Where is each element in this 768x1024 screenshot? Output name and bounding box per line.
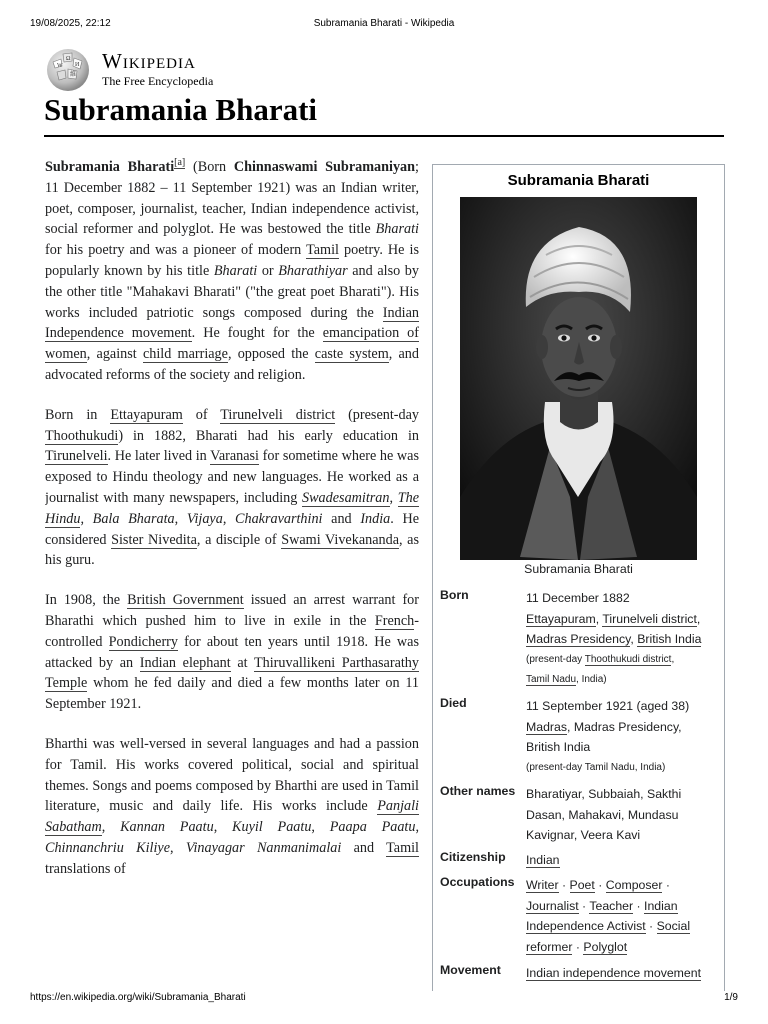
link-british-government[interactable]: British Government	[127, 592, 244, 609]
link-writer[interactable]: Writer	[526, 878, 559, 892]
paragraph-exile	[45, 590, 419, 715]
text-run: and	[341, 839, 387, 856]
infobox-row-died	[440, 696, 718, 776]
italic-run: Vijaya	[186, 510, 223, 527]
occupations-line	[526, 916, 718, 937]
italic-run: India	[360, 510, 391, 527]
text-run: ,	[630, 632, 638, 646]
citizenship-label: Citizenship	[440, 850, 506, 864]
link-madras[interactable]: Madras	[526, 719, 568, 734]
separator: ·	[572, 939, 584, 954]
born-note-line2	[526, 670, 718, 690]
occupations-line	[526, 875, 718, 896]
link-reformer[interactable]: reformer	[526, 939, 573, 954]
wikipedia-wordmark: Wikipedia	[102, 49, 196, 73]
died-place-line1	[526, 717, 718, 738]
citizenship-value	[526, 850, 718, 871]
link-ettayapuram[interactable]: Ettayapuram	[110, 406, 183, 423]
link-british-india[interactable]: British India	[637, 632, 702, 646]
text-run: or	[257, 262, 279, 279]
other-names-value	[526, 784, 718, 846]
text-run: (present-day	[526, 653, 585, 665]
link-tamil-translations[interactable]: Tamil	[386, 839, 419, 856]
separator: ·	[645, 919, 657, 933]
infobox-row-occupations	[440, 875, 718, 959]
link-emancipation-of-women[interactable]: emancipation of women	[45, 325, 419, 363]
print-header	[30, 18, 738, 32]
text-run: ,	[595, 611, 603, 626]
text-run: ,	[415, 819, 419, 836]
born-label: Born	[440, 588, 469, 602]
portrait-image[interactable]	[460, 197, 697, 560]
text-run: ,	[671, 653, 675, 665]
page-title: Subramania Bharati	[44, 92, 318, 127]
text-run: poetry. He is popularly known by his title	[45, 242, 419, 279]
italic-run: Bharati	[375, 221, 419, 238]
link-thoothukudi-district[interactable]: Thoothukudi district	[584, 653, 672, 665]
link-tirunelveli[interactable]: Tirunelveli	[45, 448, 108, 465]
text-run: In 1908, the	[45, 592, 128, 609]
link-teacher[interactable]: Teacher	[589, 898, 634, 913]
other-names-line: Kavignar, Veera Kavi	[526, 828, 641, 842]
link-tirunelveli-district[interactable]: Tirunelveli district	[220, 406, 336, 423]
title-divider	[44, 135, 724, 137]
occupations-label: Occupations	[440, 875, 515, 889]
text-run: for sometime where he was exposed to Hindu theology and new languages. He worked as a journalist with many newspapers, including	[45, 448, 419, 506]
link-varanasi[interactable]: Varanasi	[210, 448, 260, 465]
text-run: , as his guru.	[45, 531, 419, 569]
text-run: . He considered	[45, 510, 419, 548]
link-thoothukudi[interactable]: Thoothukudi	[45, 427, 119, 444]
link-independence-activist[interactable]: Independence Activist	[526, 919, 646, 933]
link-ettayapuram-infobox[interactable]: Ettayapuram	[526, 611, 596, 626]
link-tamil-nadu[interactable]: Tamil Nadu	[526, 673, 577, 685]
text-run: ,	[170, 839, 186, 856]
died-place-line2: British India	[526, 740, 591, 754]
text-run: , and advocated reforms of the society and religion.	[45, 346, 419, 383]
link-indian-elephant[interactable]: Indian elephant	[139, 654, 231, 671]
link-indian[interactable]: Indian	[526, 853, 560, 867]
link-madras-presidency[interactable]: Madras Presidency	[526, 632, 631, 646]
text-run: of	[182, 406, 221, 423]
svg-text:И: И	[75, 62, 80, 68]
text-run: and also by the other title "Mahakavi Bharati" ("the great poet Bharati"). His works included patriotic songs composed during the	[45, 262, 419, 321]
occupations-value	[526, 875, 718, 957]
text-run: , a disciple of	[196, 531, 282, 548]
link-child-marriage[interactable]: child marriage	[142, 346, 228, 363]
svg-text:W: W	[57, 63, 63, 69]
text-run: whom he fed daily and died a few months later on 11 September 1921.	[45, 675, 419, 713]
link-pondicherry[interactable]: Pondicherry	[108, 633, 179, 650]
link-tirunelveli-district-infobox[interactable]: Tirunelveli district	[602, 611, 697, 626]
other-names-label: Other names	[440, 784, 516, 798]
link-swami-vivekananda[interactable]: Swami Vivekananda	[281, 531, 399, 548]
portrait-drawing	[460, 197, 697, 560]
other-names-line: Bharatiyar, Subbaiah, Sakthi	[526, 787, 682, 801]
link-composer[interactable]: Composer	[605, 878, 663, 892]
text-run: . He later lived in	[107, 448, 211, 465]
text-run: for about ten years until 1918. He was attacked by an	[45, 633, 419, 671]
text-run: (present-day	[335, 406, 419, 423]
wikipedia-globe-icon	[44, 46, 92, 92]
svg-text:Ω: Ω	[66, 56, 71, 62]
text-run: ,	[696, 611, 701, 626]
movement-label: Movement	[440, 963, 501, 977]
text-run: (Born	[185, 159, 234, 175]
text-run: translations of	[45, 860, 126, 877]
link-the-hindu[interactable]: The Hindu	[45, 489, 419, 527]
separator: ·	[633, 898, 645, 913]
separator: ·	[578, 898, 590, 913]
text-run: -controlled	[45, 612, 419, 650]
died-label: Died	[440, 696, 467, 710]
link-sister-nivedita[interactable]: Sister Nivedita	[111, 531, 197, 548]
text-run: Bharthi was well-versed in several languages and had a passion for Tamil. His works covered political, social and spiritual themes. Songs and poems composed by Bharthi are used in Tamil literature, music and daily life. His works include	[45, 735, 419, 815]
link-independence-movement[interactable]: Indian Independence movement	[45, 304, 419, 342]
text-run: for his poetry and was a pioneer of modern	[45, 242, 307, 259]
infobox-row-citizenship	[440, 850, 718, 872]
text-run: issued an arrest warrant for Bharathi which pushed him to live in exile in the	[45, 592, 419, 629]
occupations-line	[526, 896, 718, 917]
text-run: , Madras Presidency,	[567, 719, 682, 734]
link-parthasarathy-temple[interactable]: Thiruvallikeni Parthasarathy Temple	[45, 654, 419, 692]
link-journalist[interactable]: Journalist	[526, 898, 579, 913]
print-page-title: Subramania Bharati - Wikipedia	[313, 18, 455, 29]
infobox-caption: Subramania Bharati	[524, 562, 633, 576]
other-names-line: Dasan, Mahakavi, Mundasu	[526, 807, 679, 822]
svg-text:維: 維	[70, 72, 77, 78]
link-panjali-sabatham[interactable]: Panjali Sabatham	[45, 798, 419, 836]
birth-name: Chinnaswami Subramaniyan	[233, 159, 416, 175]
died-value	[526, 696, 718, 778]
text-run: , India)	[576, 673, 607, 685]
text-run: ,	[389, 489, 398, 506]
italic-run: Bharathiyar	[278, 262, 348, 279]
link-poet[interactable]: Poet	[569, 878, 595, 892]
text-run: ,	[311, 819, 330, 836]
print-url: https://en.wikipedia.org/wiki/Subramania_Bharati	[30, 992, 246, 1003]
born-place-line1	[526, 609, 718, 630]
italic-run: Kannan Paatu	[120, 819, 214, 836]
text-run: ,	[80, 510, 93, 527]
infobox-row-other-names	[440, 784, 718, 846]
article-body	[45, 157, 419, 987]
italic-run: Paapa Paatu	[329, 819, 416, 836]
print-datetime: 19/08/2025, 22:12	[30, 18, 111, 29]
paragraph-intro	[45, 157, 419, 386]
link-tamil[interactable]: Tamil	[306, 242, 339, 259]
text-run: , against	[86, 346, 143, 363]
born-note-line1	[526, 650, 718, 670]
text-run: ; 11 December 1882 – 11 September 1921) was an Indian writer, poet, composer, journalist, teacher, Indian independence activist, social reformer and polyglot. He was bestowed the title	[45, 159, 419, 238]
link-swadesamitran[interactable]: Swadesamitran	[302, 489, 390, 506]
born-date: 11 December 1882	[526, 591, 630, 605]
infobox	[432, 164, 725, 991]
text-run: ) in 1882, Bharati had his early education in	[118, 427, 419, 444]
wikipedia-tagline: The Free Encyclopedia	[102, 74, 214, 88]
infobox-row-born	[440, 588, 718, 684]
born-value	[526, 588, 718, 690]
italic-run: Chakravarthini	[235, 510, 323, 527]
born-place-line2	[526, 629, 718, 650]
italic-run: Kuyil Paatu	[232, 819, 312, 836]
text-run: Born in	[45, 406, 111, 423]
text-run: ,	[213, 819, 233, 836]
infobox-title: Subramania Bharati	[507, 172, 650, 189]
separator: ·	[594, 878, 606, 892]
link-indian-independence-movement[interactable]: Indian independence movement	[526, 966, 702, 980]
link-indian-independence-activist[interactable]: Indian	[644, 898, 678, 913]
text-run: at	[230, 654, 254, 671]
movement-value	[526, 963, 718, 984]
link-social-reformer[interactable]: Social	[656, 919, 691, 933]
text-run: ,	[101, 819, 121, 836]
italic-run: Chinnanchriu Kiliye	[45, 839, 170, 856]
italic-run: Bharati	[213, 262, 258, 279]
link-french[interactable]: French	[374, 612, 415, 629]
italic-run: Bala Bharata	[92, 510, 175, 527]
text-run: ,	[222, 510, 236, 527]
separator: ·	[558, 878, 570, 892]
text-run: ,	[174, 510, 187, 527]
link-caste-system[interactable]: caste system	[314, 346, 389, 363]
footnote-ref[interactable]: [a]	[174, 157, 186, 169]
print-footer	[30, 992, 738, 1006]
text-run: . He fought for the	[191, 325, 323, 342]
text-run: , opposed the	[227, 346, 315, 363]
died-date: 11 September 1921 (aged 38)	[526, 699, 690, 713]
paragraph-early-life	[45, 405, 419, 571]
link-polyglot[interactable]: Polyglot	[583, 939, 628, 954]
italic-run: Vinayagar Nanmanimalai	[185, 839, 342, 856]
text-run: and	[322, 510, 361, 527]
print-page-number: 1/9	[724, 992, 738, 1003]
occupations-line	[526, 937, 718, 958]
paragraph-works	[45, 734, 419, 880]
wikipedia-logo[interactable]	[44, 46, 304, 92]
separator: ·	[662, 878, 670, 892]
infobox-row-movement	[440, 963, 718, 985]
subject-name: Subramania Bharati	[45, 159, 175, 175]
died-note: (present-day Tamil Nadu, India)	[526, 761, 666, 773]
